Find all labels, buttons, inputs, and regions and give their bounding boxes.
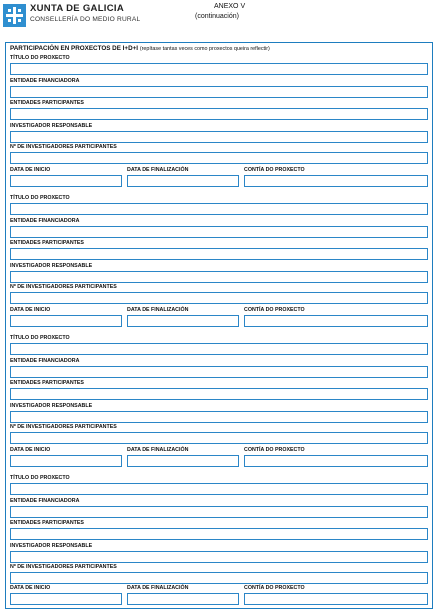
participating-entities-field[interactable] bbox=[10, 248, 428, 260]
num-researchers-field[interactable] bbox=[10, 432, 428, 444]
project-title-label: TÍTULO DO PROXECTO bbox=[10, 55, 70, 61]
funding-entity-label: ENTIDADE FINANCIADORA bbox=[10, 498, 80, 504]
start-date-label: DATA DE INICIO bbox=[10, 167, 51, 173]
lead-researcher-label: INVESTIGADOR RESPONSABLE bbox=[10, 403, 93, 409]
num-researchers-field[interactable] bbox=[10, 152, 428, 164]
num-researchers-label: Nº DE INVESTIGADORES PARTICIPANTES bbox=[10, 284, 117, 290]
funding-entity-label: ENTIDADE FINANCIADORA bbox=[10, 218, 80, 224]
end-date-field[interactable] bbox=[127, 455, 239, 467]
project-title-label: TÍTULO DO PROXECTO bbox=[10, 335, 70, 341]
document-header bbox=[0, 0, 438, 40]
project-amount-field[interactable] bbox=[244, 455, 428, 467]
lead-researcher-label: INVESTIGADOR RESPONSABLE bbox=[10, 263, 93, 269]
num-researchers-field[interactable] bbox=[10, 572, 428, 584]
funding-entity-field[interactable] bbox=[10, 226, 428, 238]
participating-entities-field[interactable] bbox=[10, 528, 428, 540]
funding-entity-field[interactable] bbox=[10, 366, 428, 378]
end-date-label: DATA DE FINALIZACIÓN bbox=[127, 307, 189, 313]
annex-subtitle: (continuación) bbox=[195, 13, 239, 20]
participating-entities-label: ENTIDADES PARTICIPANTES bbox=[10, 240, 84, 246]
project-title-label: TÍTULO DO PROXECTO bbox=[10, 195, 70, 201]
project-title-field[interactable] bbox=[10, 343, 428, 355]
end-date-label: DATA DE FINALIZACIÓN bbox=[127, 167, 189, 173]
num-researchers-label: Nº DE INVESTIGADORES PARTICIPANTES bbox=[10, 424, 117, 430]
start-date-label: DATA DE INICIO bbox=[10, 307, 51, 313]
organization-name: XUNTA DE GALICIA bbox=[30, 3, 124, 14]
end-date-label: DATA DE FINALIZACIÓN bbox=[127, 585, 189, 591]
end-date-field[interactable] bbox=[127, 593, 239, 605]
lead-researcher-label: INVESTIGADOR RESPONSABLE bbox=[10, 543, 93, 549]
section-title bbox=[10, 45, 270, 52]
end-date-field[interactable] bbox=[127, 315, 239, 327]
start-date-field[interactable] bbox=[10, 455, 122, 467]
project-title-field[interactable] bbox=[10, 63, 428, 75]
num-researchers-field[interactable] bbox=[10, 292, 428, 304]
xunta-logo-icon bbox=[3, 4, 26, 27]
start-date-label: DATA DE INICIO bbox=[10, 585, 51, 591]
section-note: (repítase tantas veces como proxectos queira reflectir) bbox=[139, 46, 270, 52]
funding-entity-field[interactable] bbox=[10, 86, 428, 98]
section-title-text: PARTICIPACIÓN EN PROXECTOS DE I+D+I bbox=[10, 45, 139, 52]
participating-entities-field[interactable] bbox=[10, 388, 428, 400]
start-date-field[interactable] bbox=[10, 593, 122, 605]
lead-researcher-field[interactable] bbox=[10, 551, 428, 563]
participating-entities-label: ENTIDADES PARTICIPANTES bbox=[10, 520, 84, 526]
participating-entities-label: ENTIDADES PARTICIPANTES bbox=[10, 100, 84, 106]
end-date-label: DATA DE FINALIZACIÓN bbox=[127, 447, 189, 453]
funding-entity-label: ENTIDADE FINANCIADORA bbox=[10, 78, 80, 84]
project-amount-field[interactable] bbox=[244, 175, 428, 187]
project-title-field[interactable] bbox=[10, 203, 428, 215]
project-amount-label: CONTÍA DO PROXECTO bbox=[244, 447, 305, 453]
project-amount-label: CONTÍA DO PROXECTO bbox=[244, 307, 305, 313]
annex-title: ANEXO V bbox=[214, 3, 246, 10]
project-amount-field[interactable] bbox=[244, 315, 428, 327]
department-name: CONSELLERÍA DO MEDIO RURAL bbox=[30, 16, 141, 23]
start-date-field[interactable] bbox=[10, 175, 122, 187]
num-researchers-label: Nº DE INVESTIGADORES PARTICIPANTES bbox=[10, 144, 117, 150]
project-amount-label: CONTÍA DO PROXECTO bbox=[244, 585, 305, 591]
funding-entity-label: ENTIDADE FINANCIADORA bbox=[10, 358, 80, 364]
num-researchers-label: Nº DE INVESTIGADORES PARTICIPANTES bbox=[10, 564, 117, 570]
lead-researcher-label: INVESTIGADOR RESPONSABLE bbox=[10, 123, 93, 129]
lead-researcher-field[interactable] bbox=[10, 411, 428, 423]
project-title-label: TÍTULO DO PROXECTO bbox=[10, 475, 70, 481]
lead-researcher-field[interactable] bbox=[10, 131, 428, 143]
participating-entities-field[interactable] bbox=[10, 108, 428, 120]
participating-entities-label: ENTIDADES PARTICIPANTES bbox=[10, 380, 84, 386]
project-title-field[interactable] bbox=[10, 483, 428, 495]
funding-entity-field[interactable] bbox=[10, 506, 428, 518]
project-amount-label: CONTÍA DO PROXECTO bbox=[244, 167, 305, 173]
end-date-field[interactable] bbox=[127, 175, 239, 187]
start-date-label: DATA DE INICIO bbox=[10, 447, 51, 453]
lead-researcher-field[interactable] bbox=[10, 271, 428, 283]
project-amount-field[interactable] bbox=[244, 593, 428, 605]
start-date-field[interactable] bbox=[10, 315, 122, 327]
